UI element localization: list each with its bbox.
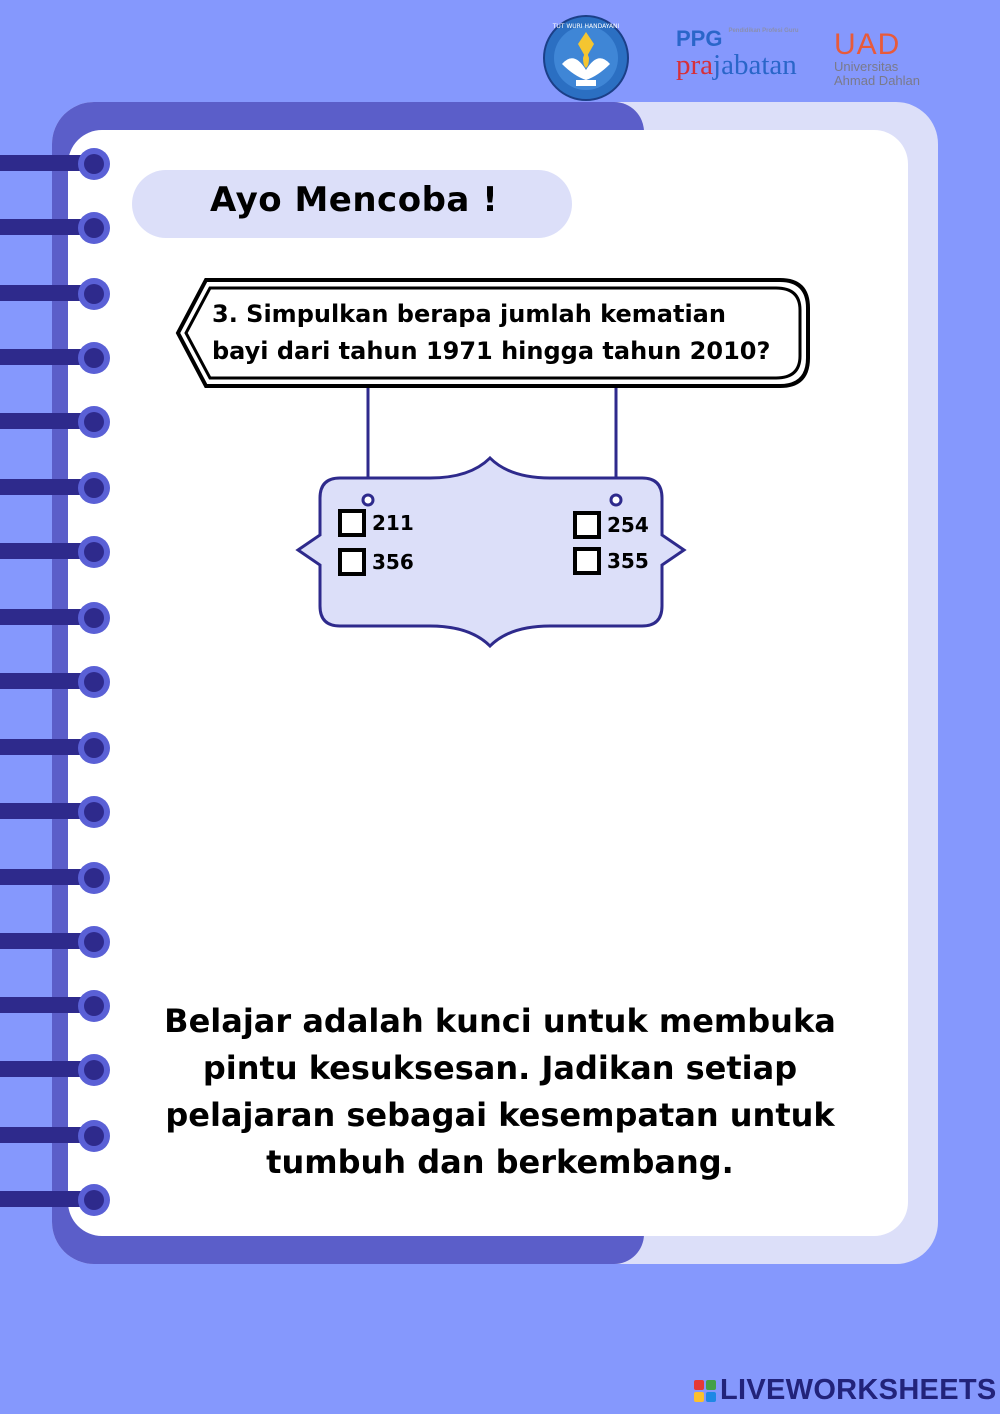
- option-356[interactable]: [338, 548, 414, 576]
- question-line-1: 3. Simpulkan berapa jumlah kematian: [212, 300, 726, 328]
- pin-left: [363, 495, 373, 505]
- page-title: Ayo Mencoba !: [210, 180, 499, 220]
- checkbox-icon[interactable]: [573, 511, 601, 539]
- pin-right: [611, 495, 621, 505]
- quote-line-4: tumbuh dan berkembang.: [266, 1143, 734, 1181]
- ppg-label: PPG: [676, 26, 723, 51]
- option-label: 355: [607, 549, 649, 573]
- option-355[interactable]: [573, 547, 649, 575]
- question-line-2: bayi dari tahun 1971 hingga tahun 2010?: [212, 337, 771, 365]
- option-label: 356: [372, 550, 414, 574]
- checkbox-icon[interactable]: [573, 547, 601, 575]
- emblem-text: TUT WURI HANDAYANI: [552, 23, 620, 30]
- quote-line-3: pelajaran sebagai kesempatan untuk: [165, 1096, 835, 1134]
- option-254[interactable]: [573, 511, 649, 539]
- checkbox-icon[interactable]: [338, 509, 366, 537]
- brand-text: LIVEWORKSHEETS: [720, 1374, 997, 1406]
- ppg-jabatan: jabatan: [713, 49, 797, 81]
- ppg-pra: pra: [676, 49, 714, 81]
- motivational-quote: [140, 998, 860, 1186]
- quote-line-2: pintu kesuksesan. Jadikan setiap: [202, 1049, 798, 1087]
- option-211[interactable]: [338, 509, 414, 537]
- uad-sub-line1: Universitas: [834, 59, 899, 74]
- quote-line-1: Belajar adalah kunci untuk membuka: [164, 1002, 836, 1040]
- uad-title: UAD: [834, 28, 901, 61]
- question-text: [212, 296, 792, 370]
- uad-sub-line2: Ahmad Dahlan: [834, 73, 920, 88]
- ppg-small-text: Pendidikan Profesi Guru: [728, 28, 799, 34]
- option-label: 254: [607, 513, 649, 537]
- liveworksheets-brand: [694, 1374, 997, 1407]
- checkbox-icon[interactable]: [338, 548, 366, 576]
- option-label: 211: [372, 511, 414, 535]
- liveworksheets-logo-icon: [694, 1380, 716, 1402]
